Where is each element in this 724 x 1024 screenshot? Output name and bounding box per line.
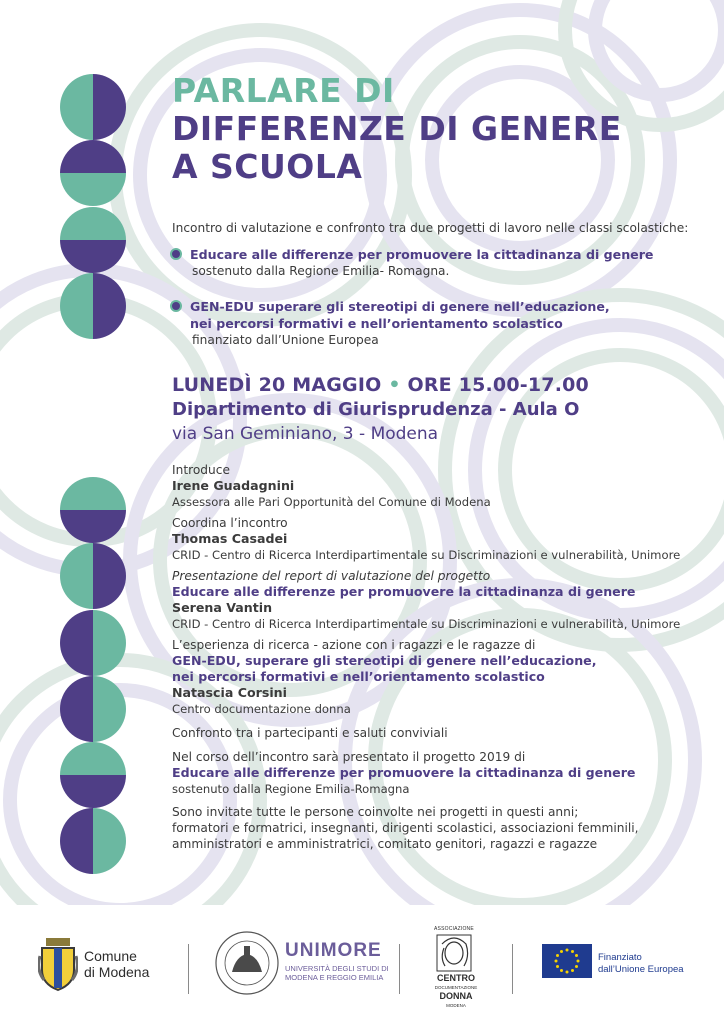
speaker-name: Thomas Casadei: [172, 531, 288, 546]
decor-disc: [60, 477, 126, 543]
event-day: LUNEDÌ 20 MAGGIO: [172, 374, 382, 396]
speaker-name: Natascia Corsini: [172, 685, 287, 700]
decor-disc: [60, 742, 126, 808]
project-title: GEN-EDU, superare gli stereotipi di genere nell’educazione,: [172, 653, 597, 668]
cdd-label: CENTRO DOCUMENTAZIONE DONNA MODENA: [434, 973, 478, 1008]
speaker-name: Serena Vantin: [172, 600, 273, 615]
bullet-icon: •: [388, 374, 401, 396]
decor-disc: [60, 74, 126, 140]
program-label: Presentazione del report di valutazione del progetto: [172, 569, 491, 583]
program-label: Confronto tra i partecipanti e saluti conviviali: [172, 726, 448, 740]
project-title: GEN-EDU superare gli stereotipi di genere nell’educazione,: [190, 299, 610, 314]
invite-text: formatori e formatrici, insegnanti, dirigenti scolastici, associazioni femminili,: [172, 821, 639, 835]
decor-disc: [60, 610, 126, 676]
event-address: via San Geminiano, 3 - Modena: [172, 424, 439, 444]
decor-disc: [60, 207, 126, 273]
invite-text: Sono invitate tutte le persone coinvolte nei progetti in questi anni;: [172, 805, 579, 819]
project-title: nei percorsi formativi e nell’orientamento scolastico: [190, 316, 563, 331]
bullet-icon: [170, 300, 182, 312]
divider: [399, 944, 400, 994]
decor-disc: [60, 808, 126, 874]
event-venue: Dipartimento di Giurisprudenza - Aula O: [172, 399, 580, 420]
speaker-role: Centro documentazione donna: [172, 702, 351, 716]
speaker-role: CRID - Centro di Ricerca Interdipartimentale su Discriminazioni e vulnerabilità, Unimore: [172, 617, 681, 631]
divider: [512, 944, 513, 994]
project-title: Educare alle differenze per promuovere la cittadinanza di genere: [172, 765, 636, 780]
project-item: [172, 246, 692, 279]
decor-disc: [60, 676, 126, 742]
invite-text: amministratori e amministratrici, comitato genitori, ragazzi e ragazze: [172, 837, 598, 851]
bullet-icon: [170, 248, 182, 260]
project-note: sostenuto dalla Regione Emilia- Romagna.: [192, 264, 450, 278]
unimore-subtitle: UNIVERSITÀ DEGLI STUDI DI MODENA E REGGIO EMILIA: [285, 964, 389, 982]
speaker-name: Irene Guadagnini: [172, 478, 295, 493]
unimore-seal-icon: [214, 930, 280, 996]
page-title: [172, 72, 622, 186]
program: [172, 462, 712, 852]
comune-label: Comune di Modena: [84, 948, 150, 980]
title-line-2: DIFFERENZE DI GENERE: [172, 109, 622, 148]
decor-disc: [60, 273, 126, 339]
project-title: Educare alle differenze per promuovere la cittadinanza di genere: [172, 584, 636, 599]
program-label: Coordina l’incontro: [172, 516, 288, 530]
event-date: [172, 372, 712, 398]
event-info: [172, 372, 712, 446]
project-note: finanziato dall’Unione Europea: [192, 333, 379, 347]
decor-disc: [60, 543, 126, 609]
project-item: [172, 298, 692, 348]
unimore-name: UNIMORE: [285, 940, 382, 961]
project-title: nei percorsi formativi e nell’orientamento scolastico: [172, 669, 545, 684]
speaker-role: CRID - Centro di Ricerca Interdipartimentale su Discriminazioni e vulnerabilità, Unimore: [172, 548, 681, 562]
comune-crest-icon: [38, 936, 78, 992]
divider: [188, 944, 189, 994]
footer-logos: [0, 912, 724, 1024]
eu-label: Finanziato dall’Unione Europea: [598, 952, 684, 975]
intro-text: Incontro di valutazione e confronto tra due progetti di lavoro nelle classi scolastiche:: [172, 221, 689, 235]
speaker-role: Assessora alle Pari Opportunità del Comune di Modena: [172, 495, 491, 509]
program-label: Introduce: [172, 463, 230, 477]
eu-flag-icon: [542, 944, 592, 978]
project-note: sostenuto dalla Regione Emilia-Romagna: [172, 782, 410, 796]
cdd-face-icon: [436, 934, 472, 972]
project-title: Educare alle differenze per promuovere la cittadinanza di genere: [190, 247, 654, 262]
title-line-1: PARLARE DI: [172, 71, 395, 110]
program-label: L’esperienza di ricerca - azione con i ragazzi e le ragazze di: [172, 638, 536, 652]
program-label: Nel corso dell’incontro sarà presentato il progetto 2019 di: [172, 750, 526, 764]
cdd-top: ASSOCIAZIONE: [434, 926, 474, 932]
event-time: ORE 15.00-17.00: [407, 374, 589, 396]
decor-disc: [60, 140, 126, 206]
title-line-3: A SCUOLA: [172, 147, 363, 186]
